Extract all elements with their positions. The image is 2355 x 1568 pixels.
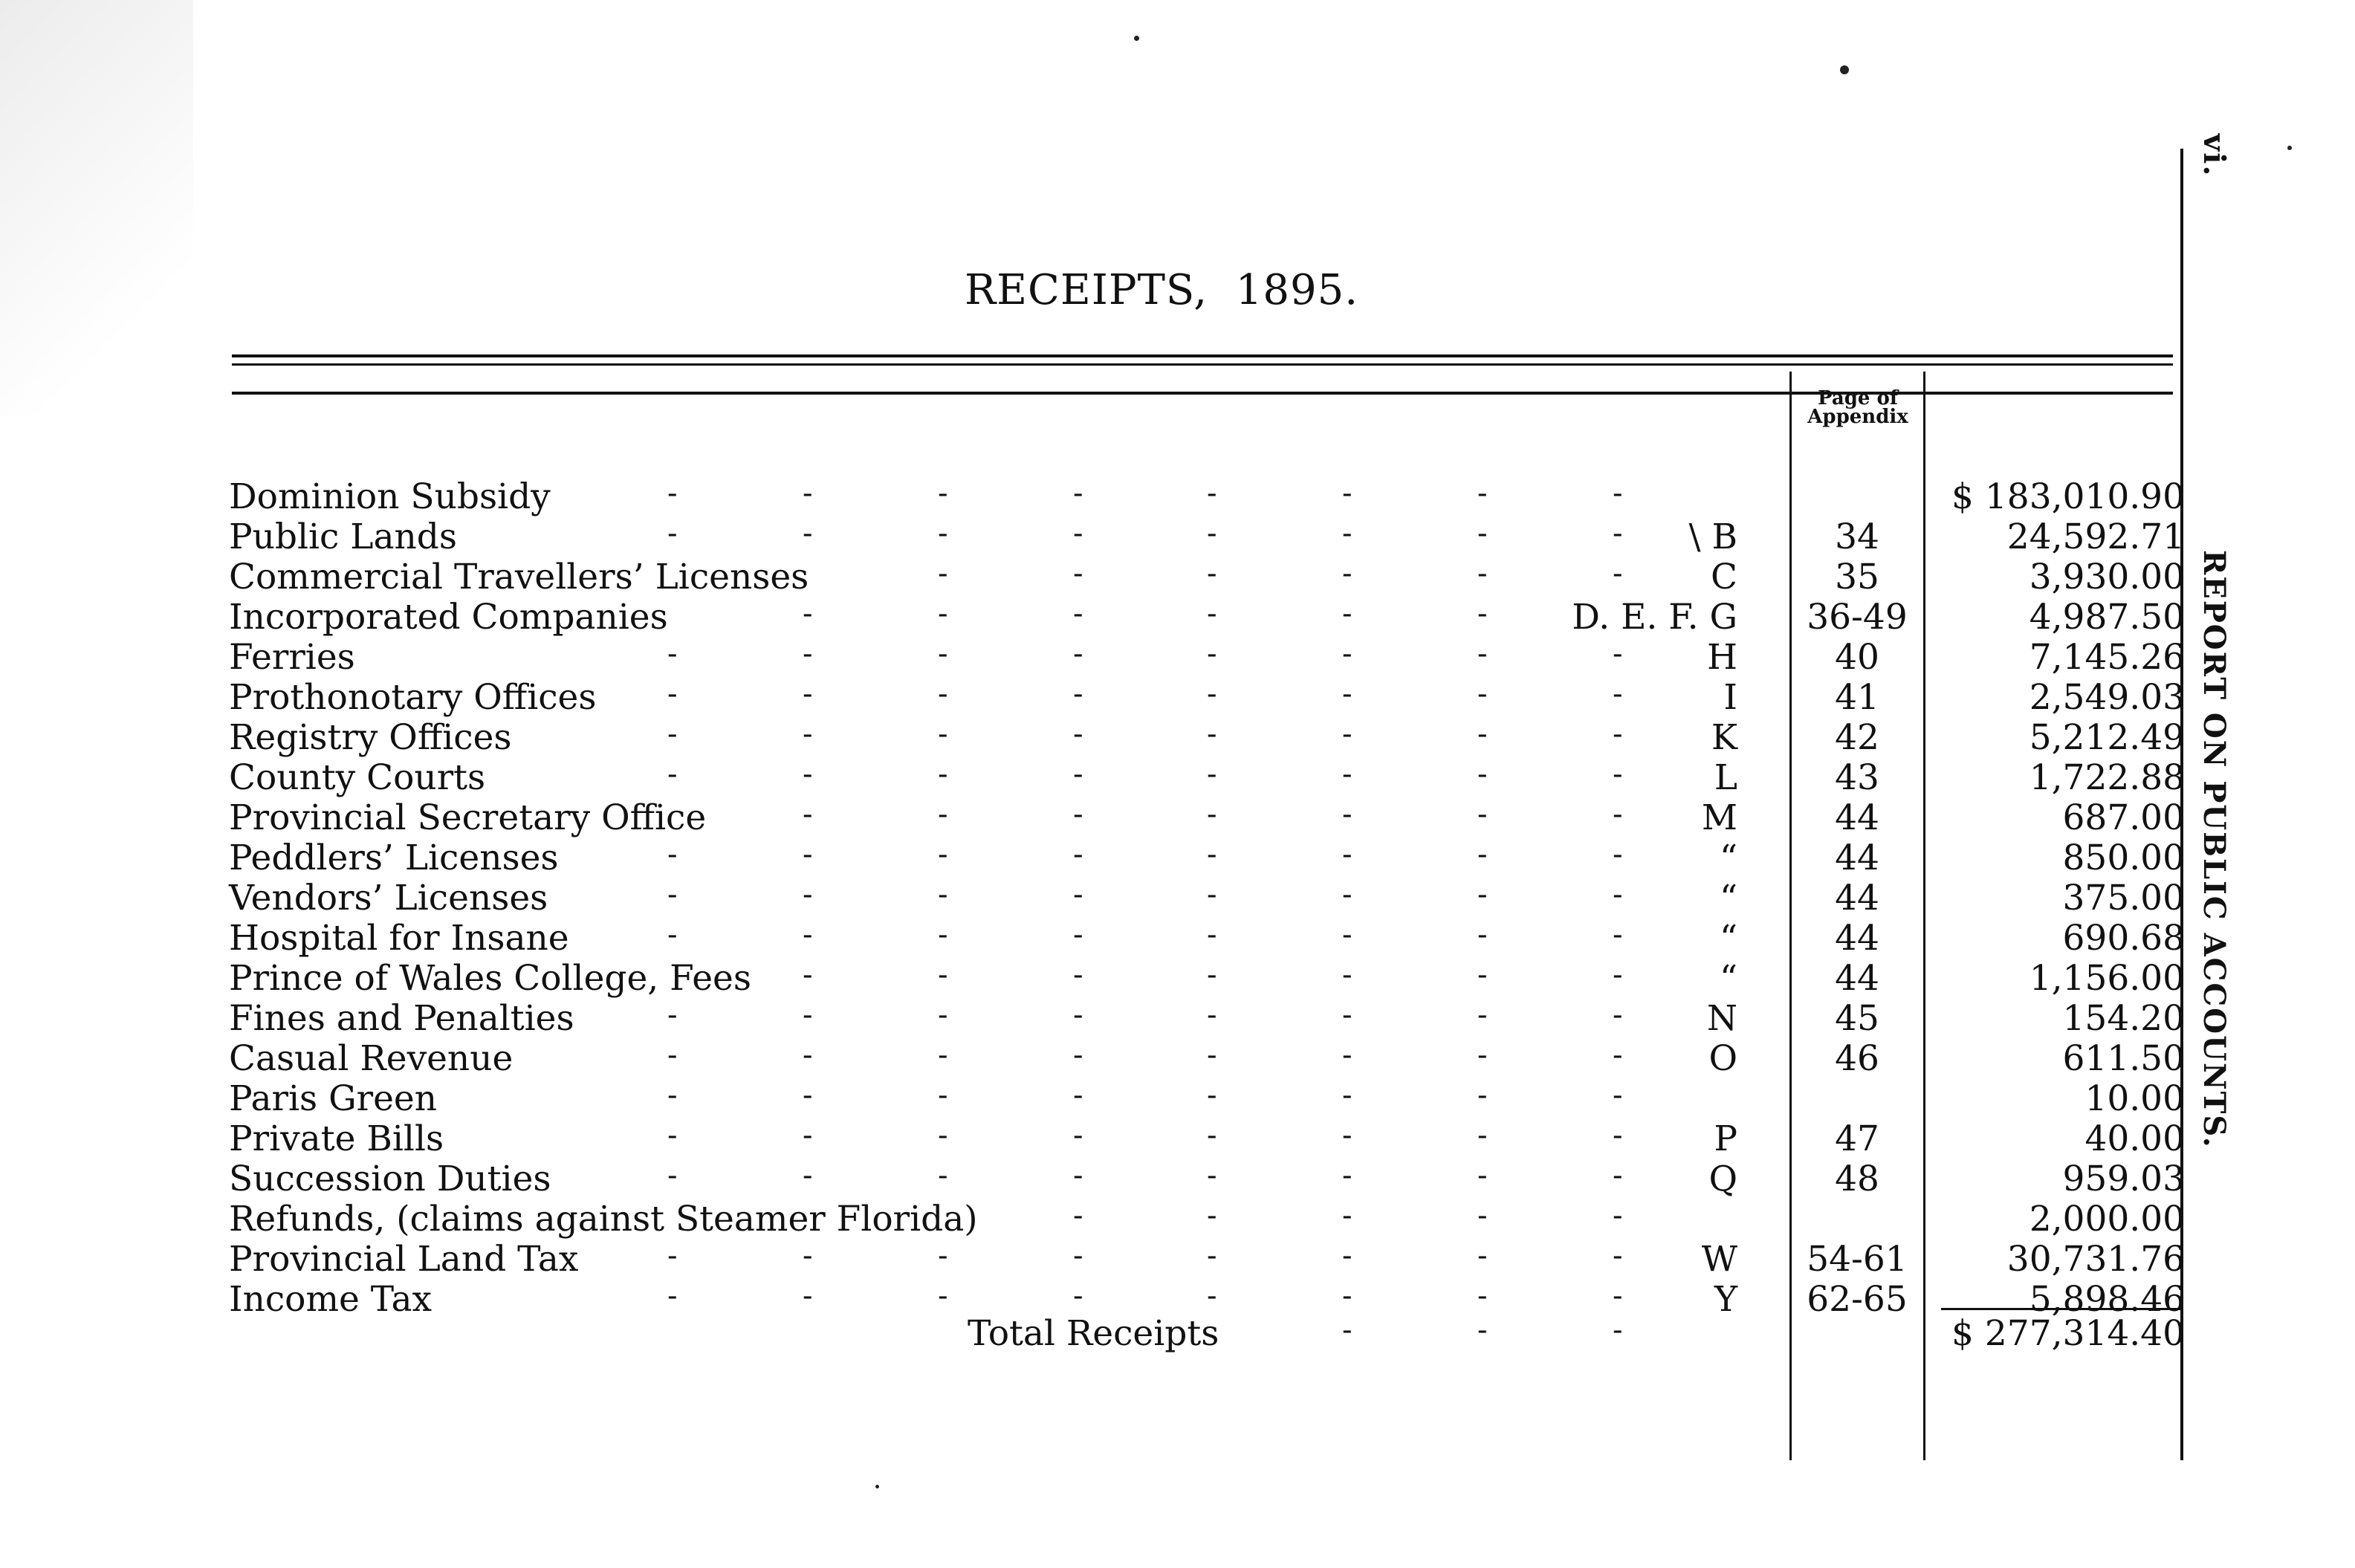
leader-dash: - xyxy=(1613,476,1623,511)
leader-dash: - xyxy=(938,838,948,872)
row-appendix-page: 44 xyxy=(1835,958,1879,999)
leader-dash: - xyxy=(1477,958,1488,992)
leader-dash: - xyxy=(1207,677,1217,711)
row-amount: 375.00 xyxy=(2062,878,2185,919)
row-appendix-page: 36-49 xyxy=(1807,597,1908,638)
row-appendix-page: 44 xyxy=(1835,918,1879,959)
leader-dash: - xyxy=(938,918,948,952)
leader-dash: - xyxy=(1342,757,1353,791)
row-label: Prothonotary Offices xyxy=(229,677,597,718)
row-label: Fines and Penalties xyxy=(229,998,574,1039)
leader-dash: - xyxy=(1342,516,1353,551)
leader-dash: - xyxy=(1477,797,1488,832)
leader-dash: - xyxy=(1342,557,1353,591)
leader-dash: - xyxy=(1073,476,1083,511)
leader-dash: - xyxy=(803,1038,813,1072)
row-appendix-page: 54-61 xyxy=(1807,1239,1908,1280)
row-appendix-page: 44 xyxy=(1835,878,1879,919)
leader-dash: - xyxy=(1207,918,1217,952)
row-appendix-page: 43 xyxy=(1835,757,1879,798)
leader-dash: - xyxy=(1477,516,1488,551)
leader-dash: - xyxy=(667,998,678,1032)
ink-speck xyxy=(2287,146,2292,150)
leader-dash: - xyxy=(1207,958,1217,992)
leader-dash: - xyxy=(938,1239,948,1273)
leader-dash: - xyxy=(938,1279,948,1313)
row-label: Registry Offices xyxy=(229,717,512,758)
scan-shading xyxy=(0,0,193,416)
appendix-header-line1: Page of xyxy=(1818,387,1898,409)
table-row: Provincial Secretary Office M 44 687.00 xyxy=(229,797,2185,838)
leader-dash: - xyxy=(1342,1159,1353,1193)
leader-dash: - xyxy=(1613,1279,1623,1313)
row-label: Hospital for Insane xyxy=(229,918,569,959)
leader-dash: - xyxy=(1477,757,1488,791)
leader-dash: - xyxy=(1342,958,1353,992)
table-row: Prince of Wales College, Fees “ 44 1,156.00 xyxy=(229,958,2185,999)
row-label: Paris Green xyxy=(229,1078,438,1119)
leader-dash: - xyxy=(938,1159,948,1193)
leader-dash: - xyxy=(1613,757,1623,791)
leader-dash: - xyxy=(1073,958,1083,992)
running-head xyxy=(2187,134,2232,1149)
leader-dash: - xyxy=(1073,797,1083,832)
leader-dash: - xyxy=(803,1078,813,1112)
leader-dash: - xyxy=(1477,557,1488,591)
leader-dash: - xyxy=(667,1038,678,1072)
leader-dash: - xyxy=(938,998,948,1032)
leader-dash: - xyxy=(1477,637,1488,671)
row-label: Commercial Travellers’ Licenses xyxy=(229,557,809,597)
leader-dash: - xyxy=(1613,1239,1623,1273)
leader-dash: - xyxy=(1342,797,1353,832)
leader-dash: - xyxy=(1207,597,1217,631)
leader-dash: - xyxy=(1207,1038,1217,1072)
row-label: Provincial Secretary Office xyxy=(229,797,707,838)
table-row: Commercial Travellers’ Licenses C 35 3,930.00 xyxy=(229,557,2185,597)
leader-dash: - xyxy=(803,1159,813,1193)
leader-dash: - xyxy=(1613,677,1623,711)
leader-dash: - xyxy=(1342,1118,1353,1153)
leader-dash: - xyxy=(1477,1118,1488,1153)
leader-dash: - xyxy=(938,1038,948,1072)
table-row: Hospital for Insane “ 44 690.68 xyxy=(229,918,2185,959)
leader-dash: - xyxy=(1207,557,1217,591)
leader-dash: - xyxy=(1613,557,1623,591)
row-label: Provincial Land Tax xyxy=(229,1239,579,1280)
total-amount: $ 277,314.40 xyxy=(1951,1313,2185,1354)
row-label: Prince of Wales College, Fees xyxy=(229,958,751,999)
row-amount: 5,212.49 xyxy=(2029,717,2185,758)
leader-dash: - xyxy=(938,476,948,511)
leader-dash: - xyxy=(1073,1239,1083,1273)
leader-dash: - xyxy=(938,797,948,832)
leader-dash: - xyxy=(938,878,948,912)
row-amount: 154.20 xyxy=(2062,998,2185,1039)
row-amount: 7,145.26 xyxy=(2029,637,2185,678)
total-label: Total Receipts xyxy=(968,1313,1219,1354)
appendix-column-header xyxy=(1791,389,1925,427)
leader-dash: - xyxy=(667,1078,678,1112)
leader-dash: - xyxy=(938,557,948,591)
leader-dash: - xyxy=(1613,1159,1623,1193)
leader-dash: - xyxy=(803,1118,813,1153)
row-appendix-page: 44 xyxy=(1835,838,1879,878)
leader-dash: - xyxy=(803,757,813,791)
table-row: Prothonotary Offices I 41 2,549.03 xyxy=(229,677,2185,718)
row-label: Dominion Subsidy xyxy=(229,476,551,517)
row-label: Casual Revenue xyxy=(229,1038,514,1079)
leader-dash: - xyxy=(803,637,813,671)
leader-dash: - xyxy=(1073,1279,1083,1313)
leader-dash: - xyxy=(667,838,678,872)
leader-dash: - xyxy=(1073,1078,1083,1112)
row-amount: 2,000.00 xyxy=(2029,1199,2185,1240)
row-amount: 1,156.00 xyxy=(2029,958,2185,999)
leader-dash: - xyxy=(1207,838,1217,872)
leader-dash: - xyxy=(938,757,948,791)
row-label: Ferries xyxy=(229,637,355,678)
table-row: Incorporated Companies D. E. F. G 36-49 4,987.50 xyxy=(229,597,2185,638)
leader-dash: - xyxy=(803,717,813,751)
leader-dash: - xyxy=(803,878,813,912)
leader-dash: - xyxy=(667,717,678,751)
leader-dash: - xyxy=(1477,717,1488,751)
leader-dash: - xyxy=(1342,1078,1353,1112)
row-amount: 2,549.03 xyxy=(2029,677,2185,718)
row-amount: 3,930.00 xyxy=(2029,557,2185,597)
leader-dash: - xyxy=(1477,677,1488,711)
row-appendix-page: 46 xyxy=(1835,1038,1879,1079)
leader-dash: - xyxy=(1073,918,1083,952)
leader-dash: - xyxy=(1207,878,1217,912)
leader-dash: - xyxy=(667,918,678,952)
leader-dash: - xyxy=(1073,516,1083,551)
row-amount: 850.00 xyxy=(2062,838,2185,878)
leader-dash: - xyxy=(1613,1199,1623,1233)
total-row xyxy=(0,1314,2229,1354)
leader-dash: - xyxy=(1207,1159,1217,1193)
leader-dash: - xyxy=(1073,757,1083,791)
leader-dash: - xyxy=(938,597,948,631)
row-appendix-page: 41 xyxy=(1835,677,1879,718)
row-appendix-page: 42 xyxy=(1835,717,1879,758)
row-appendix-page: 40 xyxy=(1835,637,1879,678)
leader-dash: - xyxy=(1477,998,1488,1032)
leader-dash: - xyxy=(938,717,948,751)
row-label: Vendors’ Licenses xyxy=(229,878,548,919)
leader-dash: - xyxy=(1477,1313,1488,1347)
leader-dash: - xyxy=(938,1078,948,1112)
leader-dash: - xyxy=(1342,878,1353,912)
leader-dash: - xyxy=(1207,797,1217,832)
row-amount: 40.00 xyxy=(2084,1118,2185,1159)
row-label: Refunds, (claims against Steamer Florida) xyxy=(229,1199,978,1240)
leader-dash: - xyxy=(1207,1279,1217,1313)
leader-dash: - xyxy=(803,516,813,551)
leader-dash: - xyxy=(1342,597,1353,631)
row-appendix-page: 44 xyxy=(1835,797,1879,838)
leader-dash: - xyxy=(1073,878,1083,912)
leader-dash: - xyxy=(1073,557,1083,591)
table-row: Fines and Penalties N 45 154.20 xyxy=(229,998,2185,1039)
leader-dash: - xyxy=(1342,838,1353,872)
ink-speck xyxy=(1134,36,1139,41)
table-row: Public Lands \ B 34 24,592.71 xyxy=(229,516,2185,557)
leader-dash: - xyxy=(803,998,813,1032)
leader-dash: - xyxy=(667,1279,678,1313)
leader-dash: - xyxy=(1342,717,1353,751)
leader-dash: - xyxy=(1073,1159,1083,1193)
table-row: Provincial Land Tax W 54-61 30,731.76 xyxy=(229,1239,2185,1280)
leader-dash: - xyxy=(667,1239,678,1273)
leader-dash: - xyxy=(667,476,678,511)
leader-dash: - xyxy=(1342,1038,1353,1072)
leader-dash: - xyxy=(803,597,813,631)
leader-dash: - xyxy=(667,1159,678,1193)
leader-dash: - xyxy=(1207,476,1217,511)
leader-dash: - xyxy=(1477,1199,1488,1233)
leader-dash: - xyxy=(667,637,678,671)
leader-dash: - xyxy=(1613,1118,1623,1153)
leader-dash: - xyxy=(938,1118,948,1153)
table-row xyxy=(0,477,2229,517)
leader-dash: - xyxy=(803,1279,813,1313)
leader-dash: - xyxy=(1613,838,1623,872)
leader-dash: - xyxy=(1207,516,1217,551)
leader-dash: - xyxy=(803,958,813,992)
leader-dash: - xyxy=(1477,1078,1488,1112)
row-label: Incorporated Companies xyxy=(229,597,668,638)
leader-dash: - xyxy=(1477,1239,1488,1273)
leader-dash: - xyxy=(1477,1159,1488,1193)
row-appendix-page: 48 xyxy=(1835,1159,1879,1199)
row-label: Succession Duties xyxy=(229,1159,551,1199)
leader-dash: - xyxy=(667,1118,678,1153)
leader-dash: - xyxy=(1073,1038,1083,1072)
row-appendix-page: 35 xyxy=(1835,557,1879,597)
leader-dash: - xyxy=(1207,717,1217,751)
leader-dash: - xyxy=(803,476,813,511)
row-amount: 10.00 xyxy=(2084,1078,2185,1119)
page-number: vi. xyxy=(2197,134,2232,178)
leader-dash: - xyxy=(1073,677,1083,711)
leader-dash: - xyxy=(1073,838,1083,872)
leader-dash: - xyxy=(1342,476,1353,511)
leader-dash: - xyxy=(1207,1078,1217,1112)
row-appendix-page: 47 xyxy=(1835,1118,1879,1159)
table-row: Ferries H 40 7,145.26 xyxy=(229,637,2185,678)
leader-dash: - xyxy=(1342,1279,1353,1313)
row-amount: $ 183,010.90 xyxy=(1951,476,2185,517)
leader-dash: - xyxy=(1477,838,1488,872)
leader-dash: - xyxy=(1073,1199,1083,1233)
table-row: Casual Revenue O 46 611.50 xyxy=(229,1038,2185,1079)
leader-dash: - xyxy=(1342,1239,1353,1273)
leader-dash: - xyxy=(1613,878,1623,912)
row-amount: 611.50 xyxy=(2062,1038,2185,1079)
leader-dash: - xyxy=(1073,597,1083,631)
row-amount: 30,731.76 xyxy=(2006,1239,2185,1280)
leader-dash: - xyxy=(938,516,948,551)
leader-dash: - xyxy=(1207,998,1217,1032)
leader-dash: - xyxy=(1613,717,1623,751)
leader-dash: - xyxy=(667,757,678,791)
row-label: Private Bills xyxy=(229,1118,444,1159)
leader-dash: - xyxy=(803,918,813,952)
leader-dash: - xyxy=(1613,998,1623,1032)
leader-dash: - xyxy=(803,1239,813,1273)
leader-dash: - xyxy=(667,677,678,711)
leader-dash: - xyxy=(803,797,813,832)
row-amount: 24,592.71 xyxy=(2006,516,2185,557)
leader-dash: - xyxy=(1207,1239,1217,1273)
leader-dash: - xyxy=(1073,998,1083,1032)
leader-dash: - xyxy=(1342,918,1353,952)
page-title: RECEIPTS, 1895. xyxy=(965,266,1359,314)
running-head-text: REPORT ON PUBLIC ACCOUNTS. xyxy=(2197,550,2232,1149)
row-appendix-page: 62-65 xyxy=(1807,1279,1908,1320)
leader-dash: - xyxy=(1477,1279,1488,1313)
double-rule-bottom xyxy=(232,363,2173,366)
leader-dash: - xyxy=(938,637,948,671)
table-row: Peddlers’ Licenses “ 44 850.00 xyxy=(229,838,2185,878)
ink-speck xyxy=(875,1485,879,1488)
row-amount: 5,898.46 xyxy=(2029,1279,2185,1320)
row-appendix-page: 34 xyxy=(1835,516,1879,557)
leader-dash: - xyxy=(1342,1199,1353,1233)
table-row: Vendors’ Licenses “ 44 375.00 xyxy=(229,878,2185,919)
row-label: Public Lands xyxy=(229,516,458,557)
ink-speck xyxy=(1840,65,1849,74)
leader-dash: - xyxy=(1342,677,1353,711)
table-row xyxy=(0,1079,2229,1119)
row-label: County Courts xyxy=(229,757,486,798)
row-amount: 959.03 xyxy=(2062,1159,2185,1199)
leader-dash: - xyxy=(1207,637,1217,671)
leader-dash: - xyxy=(1073,1118,1083,1153)
leader-dash: - xyxy=(1073,717,1083,751)
row-label: Peddlers’ Licenses xyxy=(229,838,559,878)
leader-dash: - xyxy=(1207,1199,1217,1233)
leader-dash: - xyxy=(1477,918,1488,952)
leader-dash: - xyxy=(1342,998,1353,1032)
leader-dash: - xyxy=(1613,958,1623,992)
row-amount: 687.00 xyxy=(2062,797,2185,838)
row-amount: 690.68 xyxy=(2062,918,2185,959)
leader-dash: - xyxy=(1073,637,1083,671)
table-row: Succession Duties Q 48 959.03 xyxy=(229,1159,2185,1199)
double-rule-top xyxy=(232,354,2173,357)
leader-dash: - xyxy=(1613,797,1623,832)
row-amount: 1,722.88 xyxy=(2029,757,2185,798)
leader-dash: - xyxy=(1613,918,1623,952)
leader-dash: - xyxy=(803,838,813,872)
leader-dash: - xyxy=(1613,1078,1623,1112)
leader-dash: - xyxy=(938,958,948,992)
table-row: Private Bills P 47 40.00 xyxy=(229,1118,2185,1159)
leader-dash: - xyxy=(667,878,678,912)
leader-dash: - xyxy=(1613,637,1623,671)
table-row: Income Tax Y 62-65 5,898.46 xyxy=(229,1279,2185,1320)
leader-dash: - xyxy=(1613,1313,1623,1347)
row-amount: 4,987.50 xyxy=(2029,597,2185,638)
leader-dash: - xyxy=(1477,1038,1488,1072)
leader-dash: - xyxy=(1207,1118,1217,1153)
appendix-header-line2: Appendix xyxy=(1807,406,1908,428)
leader-dash: - xyxy=(1342,1313,1353,1347)
table-row: Registry Offices K 42 5,212.49 xyxy=(229,717,2185,758)
leader-dash: - xyxy=(803,677,813,711)
leader-dash: - xyxy=(667,516,678,551)
row-appendix-page: 45 xyxy=(1835,998,1879,1039)
leader-dash: - xyxy=(1342,637,1353,671)
leader-dash: - xyxy=(938,677,948,711)
table-row: County Courts L 43 1,722.88 xyxy=(229,757,2185,798)
row-label: Income Tax xyxy=(229,1279,433,1320)
table-row xyxy=(0,1199,2229,1240)
leader-dash: - xyxy=(1477,476,1488,511)
leader-dash: - xyxy=(1207,757,1217,791)
leader-dash: - xyxy=(1477,878,1488,912)
leader-dash: - xyxy=(1613,1038,1623,1072)
leader-dash: - xyxy=(1477,597,1488,631)
leader-dash: - xyxy=(1613,516,1623,551)
